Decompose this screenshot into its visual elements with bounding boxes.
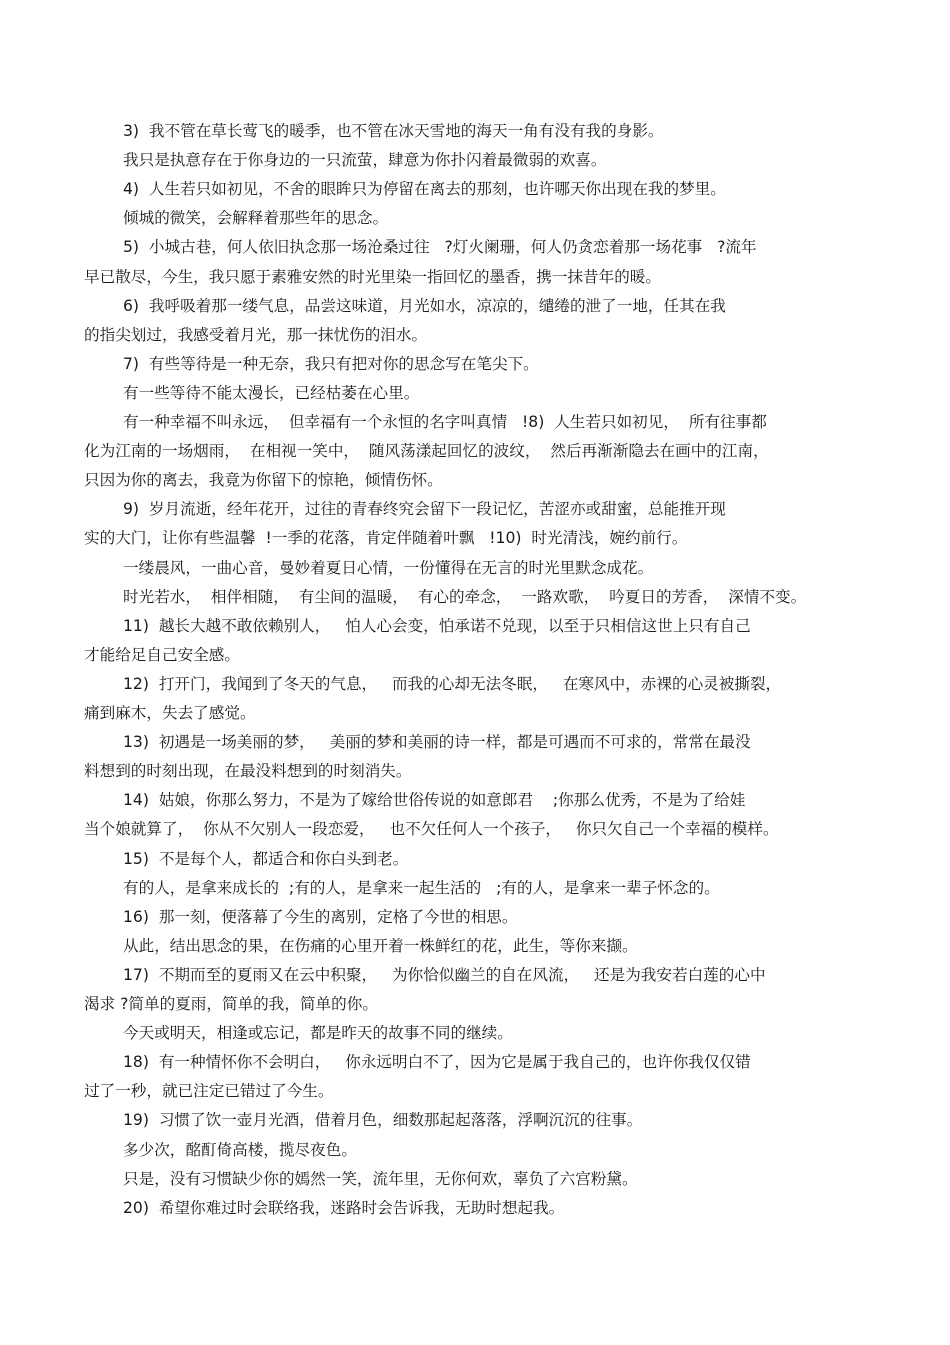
text-line: 5) 小城古巷，何人依旧执念那一场沧桑过往 ?灯火阑珊，何人仍贪恋着那一场花事 ?流年 — [123, 238, 757, 256]
text-line: 有一些等待不能太漫长，已经枯萎在心里。 — [123, 384, 420, 402]
text-line: 我只是执意存在于你身边的一只流萤，肆意为你扑闪着最微弱的欢喜。 — [123, 151, 607, 169]
text-line: 15) 不是每个人，都适合和你白头到老。 — [123, 850, 409, 868]
text-line: 7) 有些等待是一种无奈，我只有把对你的思念写在笔尖下。 — [123, 355, 539, 373]
text-line: 有的人，是拿来成长的 ;有的人，是拿来一起生活的 ;有的人，是拿来一辈子怀念的。 — [123, 879, 720, 897]
text-line: 13) 初遇是一场美丽的梦， 美丽的梦和美丽的诗一样，都是可遇而不可求的，常常在最没 — [123, 733, 751, 751]
text-line: 19) 习惯了饮一壶月光酒，借着月色，细数那起起落落，浮啊沉沉的往事。 — [123, 1111, 643, 1129]
text-line: 3) 我不管在草长莺飞的暖季，也不管在冰天雪地的海天一角有没有我的身影。 — [123, 122, 664, 140]
text-line: 当个娘就算了， 你从不欠别人一段恋爱， 也不欠任何人一个孩子， 你只欠自己一个幸福的模样。 — [84, 820, 779, 838]
text-line: 14) 姑娘，你那么努力，不是为了嫁给世俗传说的如意郎君 ;你那么优秀，不是为了给娃 — [123, 791, 746, 809]
text-line: 6) 我呼吸着那一缕气息，品尝这味道，月光如水，凉凉的，缱绻的泄了一地，任其在我 — [123, 297, 726, 315]
text-line: 11) 越长大越不敢依赖别人， 怕人心会变，怕承诺不兑现，以至于只相信这世上只有自己 — [123, 617, 751, 635]
text-line: 今天或明天，相逢或忘记，都是昨天的故事不同的继续。 — [123, 1024, 513, 1042]
text-line: 才能给足自己安全感。 — [84, 646, 240, 664]
text-line: 倾城的微笑，会解释着那些年的思念。 — [123, 209, 389, 227]
text-line: 一缕晨风，一曲心音，曼妙着夏日心情，一份懂得在无言的时光里默念成花。 — [123, 559, 654, 577]
text-line: 20) 希望你难过时会联络我，迷路时会告诉我，无助时想起我。 — [123, 1199, 565, 1217]
text-line: 过了一秒，就已注定已错过了今生。 — [84, 1082, 334, 1100]
text-line: 17) 不期而至的夏雨又在云中积聚， 为你恰似幽兰的自在风流， 还是为我安若白莲的心中 — [123, 966, 766, 984]
text-line: 实的大门，让你有些温馨 !一季的花落，肯定伴随着叶飘 !10) 时光清浅，婉约前行。 — [84, 529, 688, 547]
text-line: 多少次，酩酊倚高楼，揽尽夜色。 — [123, 1141, 357, 1159]
text-line: 痛到麻木，失去了感觉。 — [84, 704, 256, 722]
text-line: 渴求 ?简单的夏雨，简单的我，简单的你。 — [84, 995, 378, 1013]
text-line: 早已散尽，今生，我只愿于素雅安然的时光里染一指回忆的墨香，携一抹昔年的暖。 — [84, 268, 661, 286]
text-line: 时光若水， 相伴相随， 有尘间的温暖， 有心的牵念， 一路欢歌， 吟夏日的芳香， 深情不变。 — [123, 588, 807, 606]
text-line: 有一种幸福不叫永远， 但幸福有一个永恒的名字叫真情 !8) 人生若只如初见， 所有往事都 — [123, 413, 767, 431]
text-line: 9) 岁月流逝，经年花开，过往的青春终究会留下一段记忆，苦涩亦或甜蜜，总能推开现 — [123, 500, 726, 518]
text-line: 化为江南的一场烟雨， 在相视一笑中， 随风荡漾起回忆的波纹， 然后再渐渐隐去在画中的江南， — [84, 442, 769, 460]
text-line: 18) 有一种情怀你不会明白， 你永远明白不了，因为它是属于我自己的，也许你我仅仅错 — [123, 1053, 751, 1071]
text-line: 12) 打开门，我闻到了冬天的气息， 而我的心却无法冬眠， 在寒风中，赤裸的心灵被撕裂， — [123, 675, 782, 693]
text-line: 16) 那一刻，便落幕了今生的离别，定格了今世的相思。 — [123, 908, 518, 926]
text-line: 只是，没有习惯缺少你的嫣然一笑，流年里，无你何欢，辜负了六宫粉黛。 — [123, 1170, 638, 1188]
text-line: 4) 人生若只如初见，不舍的眼眸只为停留在离去的那刻，也许哪天你出现在我的梦里。 — [123, 180, 726, 198]
text-line: 料想到的时刻出现，在最没料想到的时刻消失。 — [84, 762, 412, 780]
text-line: 的指尖划过，我感受着月光，那一抹忧伤的泪水。 — [84, 326, 428, 344]
text-line: 从此，结出思念的果，在伤痛的心里开着一株鲜红的花，此生，等你来撷。 — [123, 937, 638, 955]
text-line: 只因为你的离去，我竟为你留下的惊艳，倾情伤怀。 — [84, 471, 443, 489]
